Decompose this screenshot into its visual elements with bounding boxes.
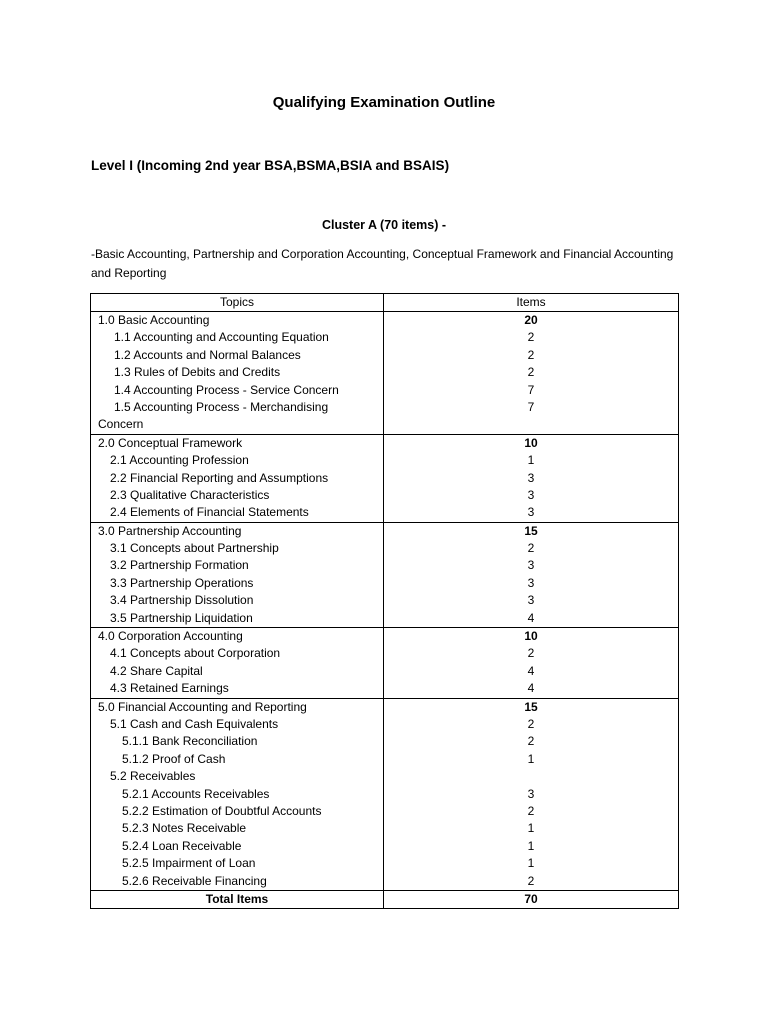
subtopic-item-count: 7 (527, 399, 535, 414)
section-item-count: 15 (524, 523, 538, 538)
subtopic-label: 5.2.3 Notes Receivable (122, 821, 247, 836)
subtopic-label: 3.3 Partnership Operations (110, 575, 254, 590)
subtopic-item-count: 2 (527, 365, 535, 380)
subtopic-label: 1.3 Rules of Debits and Credits (114, 365, 281, 380)
subtopic-item-count: 2 (527, 347, 535, 362)
subtopic-label: Concern (98, 417, 144, 432)
cluster-description: -Basic Accounting, Partnership and Corporation Accounting, Conceptual Framework and Financial Accounting and Reporting (91, 247, 674, 280)
subtopic-label: 5.2.6 Receivable Financing (122, 873, 267, 888)
subtopic-item-count (384, 768, 678, 785)
subtopic-item-count: 2 (527, 541, 535, 556)
subtopic-item-count: 2 (527, 330, 535, 345)
section-title: 2.0 Conceptual Framework (98, 435, 243, 450)
section-items (384, 522, 679, 627)
subtopic-item-count: 4 (527, 610, 535, 625)
section-title: 5.0 Financial Accounting and Reporting (98, 699, 307, 714)
section-topics (91, 698, 384, 890)
subtopic-label: 4.1 Concepts about Corporation (110, 646, 281, 661)
subtopic-label: 5.2.5 Impairment of Loan (122, 856, 256, 871)
subtopic-label: 3.5 Partnership Liquidation (110, 610, 253, 625)
subtopic-label: 2.4 Elements of Financial Statements (110, 505, 309, 520)
table-header-row (91, 294, 679, 312)
subtopic-item-count: 2 (527, 873, 535, 888)
subtopic-item-count (384, 416, 678, 433)
section-row (91, 698, 679, 890)
subtopic-item-count: 3 (527, 487, 535, 502)
section-row (91, 434, 679, 522)
total-item-count: 70 (384, 890, 679, 908)
outline-table (90, 293, 679, 909)
subtopic-item-count: 2 (527, 646, 535, 661)
subtopic-label: 4.3 Retained Earnings (110, 681, 229, 696)
section-title: 3.0 Partnership Accounting (98, 523, 242, 538)
section-topics (91, 628, 384, 699)
subtopic-item-count: 1 (527, 838, 535, 853)
subtopic-label: 4.2 Share Capital (110, 663, 203, 678)
subtopic-item-count: 3 (527, 786, 535, 801)
subtopic-item-count: 2 (527, 803, 535, 818)
subtopic-label: 2.1 Accounting Profession (110, 453, 249, 468)
subtopic-label: 1.4 Accounting Process - Service Concern (114, 382, 339, 397)
section-items (384, 312, 679, 435)
section-item-count: 15 (524, 699, 538, 714)
subtopic-label: 2.3 Qualitative Characteristics (110, 487, 270, 502)
section-title: 4.0 Corporation Accounting (98, 629, 243, 644)
section-items (384, 434, 679, 522)
subtopic-label: 5.1.1 Bank Reconciliation (122, 734, 258, 749)
subtopic-item-count: 2 (527, 716, 535, 731)
subtopic-label: 5.2.2 Estimation of Doubtful Accounts (122, 803, 322, 818)
document-title: Qualifying Examination Outline (272, 94, 496, 111)
subtopic-label: 5.2.1 Accounts Receivables (122, 786, 270, 801)
section-item-count: 10 (524, 435, 538, 450)
total-row (91, 890, 679, 908)
subtopic-item-count: 4 (527, 681, 535, 696)
subtopic-item-count: 1 (527, 453, 535, 468)
subtopic-item-count: 1 (527, 856, 535, 871)
section-topics (91, 312, 384, 435)
subtopic-item-count: 1 (527, 751, 535, 766)
subtopic-item-count: 3 (527, 575, 535, 590)
subtopic-label: 1.5 Accounting Process - Merchandising (114, 399, 329, 414)
subtopic-label: 1.1 Accounting and Accounting Equation (114, 330, 329, 345)
section-items (384, 698, 679, 890)
subtopic-item-count: 3 (527, 593, 535, 608)
subtopic-label: 5.1.2 Proof of Cash (122, 751, 226, 766)
subtopic-item-count: 3 (527, 505, 535, 520)
section-row (91, 522, 679, 627)
subtopic-item-count: 4 (527, 663, 535, 678)
section-items (384, 628, 679, 699)
subtopic-label: 1.2 Accounts and Normal Balances (114, 347, 301, 362)
subtopic-item-count: 2 (527, 734, 535, 749)
subtopic-item-count: 3 (527, 470, 535, 485)
section-title: 1.0 Basic Accounting (98, 313, 210, 327)
level-heading: Level I (Incoming 2nd year BSA,BSMA,BSIA and BSAIS) (91, 158, 450, 173)
section-item-count: 10 (524, 629, 538, 644)
total-label: Total Items (91, 890, 384, 908)
section-topics (91, 434, 384, 522)
subtopic-item-count: 3 (527, 558, 535, 573)
section-row (91, 628, 679, 699)
section-item-count: 20 (524, 313, 538, 327)
subtopic-label: 2.2 Financial Reporting and Assumptions (110, 470, 329, 485)
section-topics (91, 522, 384, 627)
subtopic-label: 5.2.4 Loan Receivable (122, 838, 242, 853)
items-header: Items (384, 294, 679, 312)
subtopic-label: 3.4 Partnership Dissolution (110, 593, 254, 608)
cluster-heading: Cluster A (70 items) - (321, 218, 447, 232)
subtopic-label: 5.2 Receivables (110, 769, 196, 784)
section-row (91, 312, 679, 435)
subtopic-item-count: 7 (527, 382, 535, 397)
subtopic-label: 3.2 Partnership Formation (110, 558, 249, 573)
topics-header: Topics (91, 294, 384, 312)
subtopic-label: 5.1 Cash and Cash Equivalents (110, 716, 279, 731)
subtopic-label: 3.1 Concepts about Partnership (110, 541, 279, 556)
subtopic-item-count: 1 (527, 821, 535, 836)
